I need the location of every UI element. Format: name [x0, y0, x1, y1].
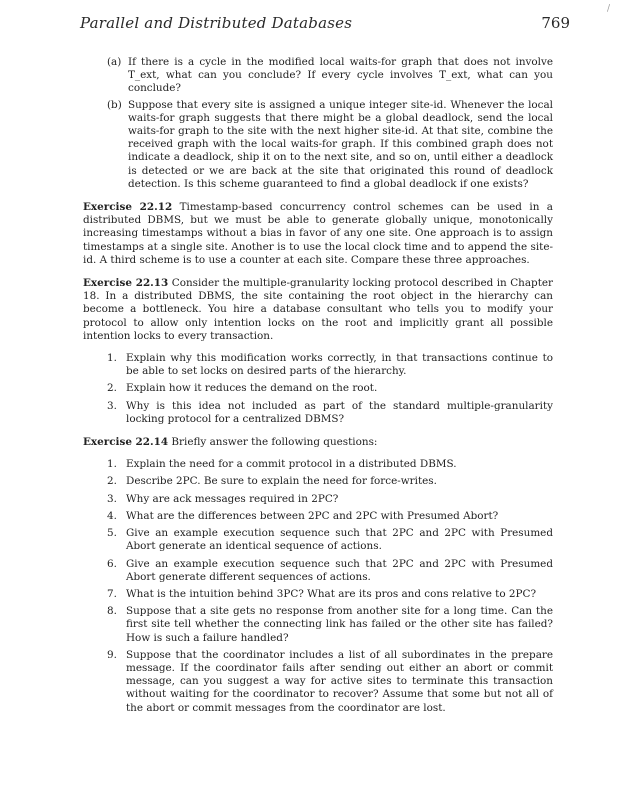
sub-item-label: (b) [107, 98, 122, 111]
exercise-title: Exercise 22.13 [83, 277, 169, 290]
list-item [107, 400, 553, 426]
item-number: 8. [107, 605, 117, 618]
item-text: Suppose that the coordinator includes a list of all subordinates in the prepare message. If the coordinator fails after sending out either an abort or commit message, can you suggest a way for active sites to terminate this transaction without waiting for the coordinator to recover? Assume that some but not all of the abort or commit messages from the coordinator are lost. [126, 648, 553, 714]
list-item [107, 493, 553, 506]
list-item [107, 352, 553, 378]
exercise-22-12 [83, 201, 553, 267]
sub-item-text: If there is a cycle in the modified local waits-for graph that does not involve T_ext, what can you conclude? If every cycle involves T_ext, what can you conclude? [128, 56, 553, 95]
list-item [107, 558, 553, 584]
previous-exercise-items [107, 56, 553, 191]
item-text: Explain how it reduces the demand on the root. [126, 382, 378, 395]
list-item [107, 510, 553, 523]
item-text: Explain the need for a commit protocol in a distributed DBMS. [126, 458, 457, 471]
item-number: 9. [107, 648, 117, 661]
item-text: Suppose that a site gets no response from another site for a long time. Can the first site tell whether the connecting link has failed or the other site has failed? How is such a failure handled? [126, 605, 553, 644]
question-list [107, 458, 553, 714]
list-item [107, 605, 553, 645]
item-text: Describe 2PC. Be sure to explain the need for force-writes. [126, 475, 437, 488]
item-text: What are the differences between 2PC and 2PC with Presumed Abort? [126, 509, 499, 522]
exercise-text: Timestamp-based concurrency control schemes can be used in a distributed DBMS, but we must be able to generate globally unique, monotonically increasing timestamps without a bias in favor of any one site. One approach is to assign timestamps at a single site. Another is to use the local clock time and to append the site-id. A third scheme is to use a counter at each site. Compare these three approaches. [83, 201, 553, 266]
corner-mark: / [606, 4, 610, 14]
page-content [83, 56, 553, 719]
item-text: Why are ack messages required in 2PC? [126, 492, 339, 505]
item-text: What is the intuition behind 3PC? What are its pros and cons relative to 2PC? [126, 587, 537, 600]
list-item [107, 588, 553, 601]
exercise-intro: Briefly answer the following questions: [171, 436, 378, 449]
list-item [107, 382, 553, 395]
item-text: Give an example execution sequence such that 2PC and 2PC with Presumed Abort generate an identical sequence of actions. [126, 527, 553, 553]
exercise-title: Exercise 22.12 [83, 201, 173, 214]
chapter-title: Parallel and Distributed Databases [80, 14, 353, 32]
item-number: 7. [107, 587, 117, 600]
sub-item-b [107, 99, 553, 191]
item-number: 4. [107, 509, 117, 522]
list-item [107, 527, 553, 553]
running-header [80, 14, 570, 36]
item-text: Give an example execution sequence such that 2PC and 2PC with Presumed Abort generate different sequences of actions. [126, 557, 553, 583]
exercise-intro: Consider the multiple-granularity locking protocol described in Chapter 18. In a distributed DBMS, the site containing the root object in the hierarchy can become a bottleneck. You hire a database consultant who tells you to modify your protocol to allow only intention locks on the root and implicitly grant all possible intention locks to every transaction. [83, 277, 553, 342]
exercise-22-13 [83, 277, 553, 426]
item-number: 3. [107, 399, 117, 412]
sub-item-text: Suppose that every site is assigned a unique integer site-id. Whenever the local waits-for graph suggests that there might be a global deadlock, send the local waits-for graph to the site with the next higher site-id. At that site, combine the received graph with the local waits-for graph. If this combined graph does not indicate a deadlock, ship it on to the next site, and so on, until either a deadlock is detected or we are back at the site that originated this round of deadlock detection. Is this scheme guaranteed to find a global deadlock if one exists? [128, 98, 553, 190]
item-number: 3. [107, 492, 117, 505]
sub-item-label: (a) [107, 56, 122, 68]
item-number: 5. [107, 527, 117, 540]
list-item [107, 649, 553, 715]
exercise-title: Exercise 22.14 [83, 436, 169, 449]
item-number: 6. [107, 557, 117, 570]
item-number: 1. [107, 352, 117, 365]
list-item [107, 475, 553, 488]
item-text: Why is this idea not included as part of the standard multiple-granularity locking protocol for a centralized DBMS? [126, 399, 553, 425]
list-item [107, 458, 553, 471]
page-number: 769 [541, 14, 570, 32]
item-text: Explain why this modification works correctly, in that transactions continue to be able to set locks on desired parts of the hierarchy. [126, 352, 553, 378]
item-number: 1. [107, 458, 117, 471]
item-number: 2. [107, 475, 117, 488]
sub-item-a [107, 56, 553, 96]
question-list [107, 352, 553, 426]
exercise-22-14 [83, 436, 553, 715]
item-number: 2. [107, 382, 117, 395]
